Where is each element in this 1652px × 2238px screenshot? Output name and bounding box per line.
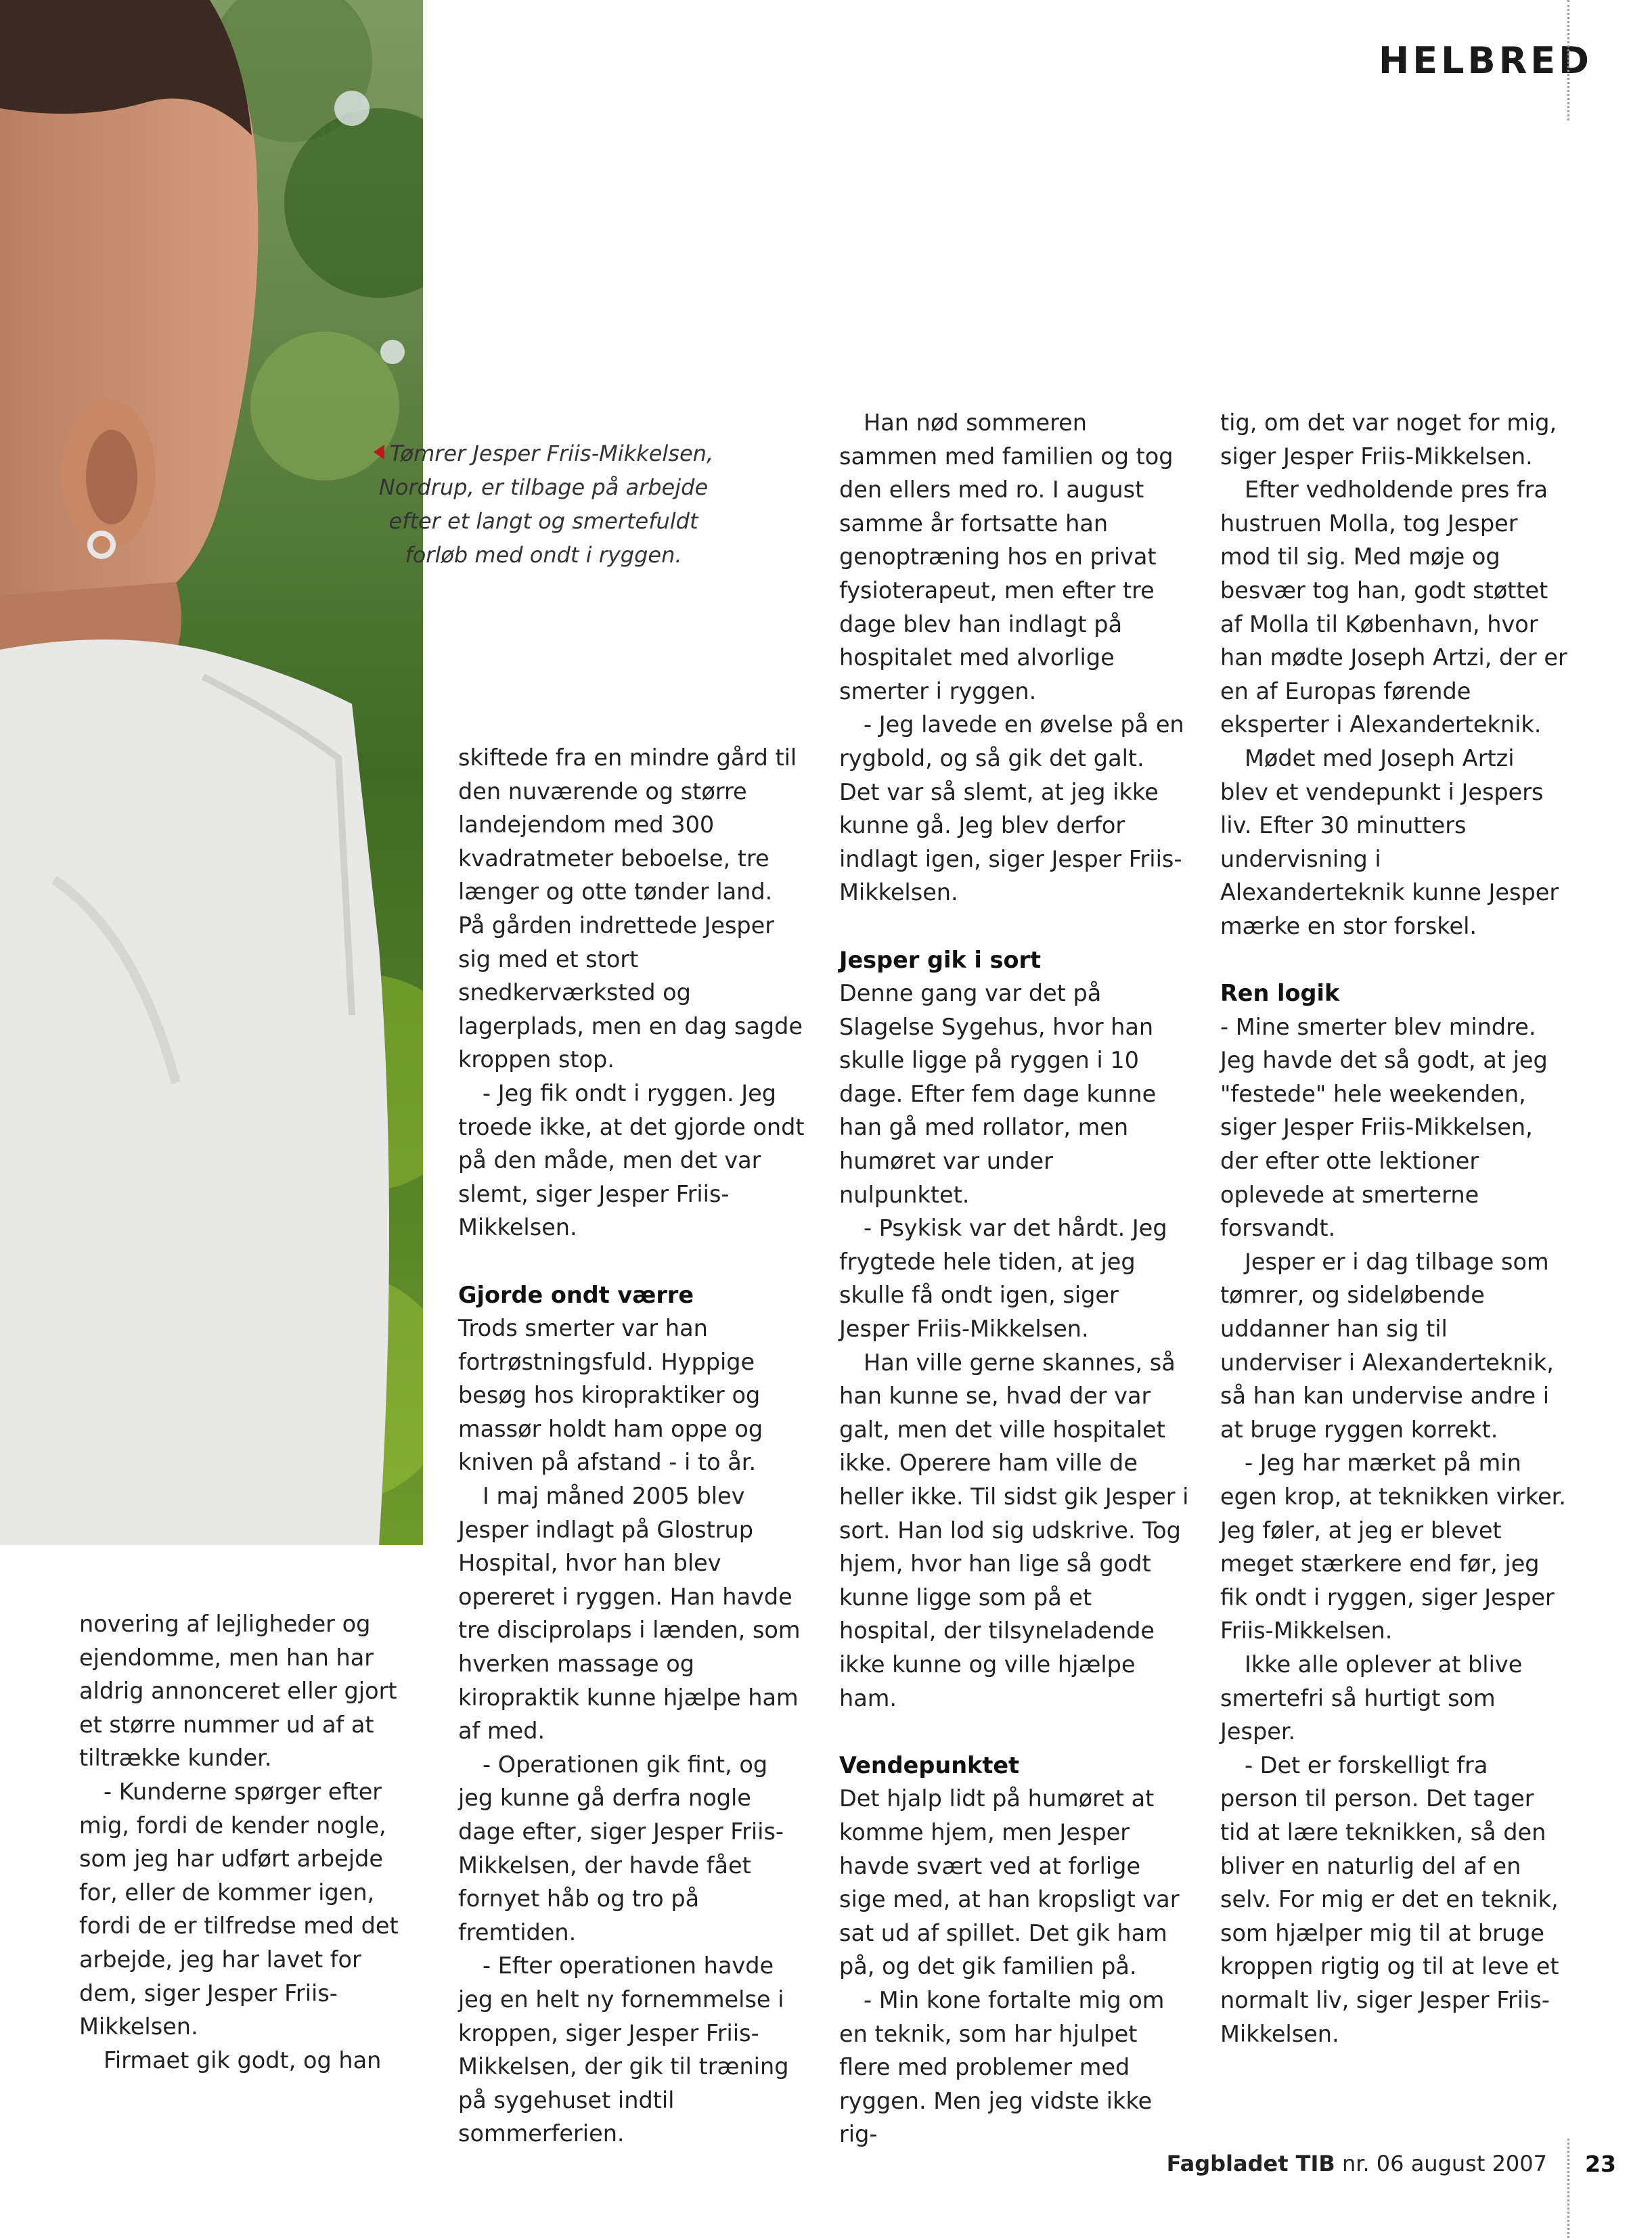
photo-caption xyxy=(371,437,716,572)
column-2 xyxy=(458,741,805,2151)
paragraph: - Min kone fortalte mig om en teknik, som har hjulpet flere med problemer med ryggen. Men jeg vidste ikke rig- xyxy=(839,1986,1165,2148)
paragraph: Han nød sommeren sammen med familien og tog den ellers med ro. I august samme år fortsatte han genoptræning hos en privat fysioterapeut, men efter tre dage blev han indlagt på hospitalet med alvorlige smerter i ryggen. xyxy=(839,409,1174,704)
paragraph: Denne gang var det på Slagelse Sygehus, hvor han skulle ligge på ryggen i 10 dage. Efter fem dage kunne han gå med rollator, men humøret var under nulpunktet. xyxy=(839,980,1157,1208)
paragraph: novering af lejligheder og ejendomme, men han har aldrig annonceret eller gjort et større nummer ud af at tiltrække kunder. xyxy=(79,1611,397,1772)
paragraph: - Kunderne spørger efter mig, fordi de kender nogle, som jeg har udført arbejde for, eller de kommer igen, fordi de er tilfredse med det arbejde, jeg har lavet for dem, siger Jesper Friis-Mikkelsen. xyxy=(79,1778,399,2040)
caption-arrow-icon xyxy=(374,445,384,460)
paragraph: - Psykisk var det hårdt. Jeg frygtede hele tiden, at jeg skulle få ondt igen, siger Jesper Friis-Mikkelsen. xyxy=(839,1215,1167,1343)
footer xyxy=(1167,2151,1547,2176)
section-label: HELBRED xyxy=(1379,39,1592,82)
paragraph: Efter vedholdende pres fra hustruen Molla, tog Jesper mod til sig. Med møje og besvær tog han, godt støttet af Molla til København, hvor han mødte Joseph Artzi, der er en af Europas førende eksperter i Alexanderteknik. xyxy=(1220,476,1567,738)
column-1 xyxy=(79,1607,424,2077)
paragraph: Han ville gerne skannes, så han kunne se, hvad der var galt, men det ville hospitalet ikke. Operere ham ville de heller ikke. Til sidst gik Jesper i sort. Han lod sig udskrive. Tog hjem, hvor han lige så godt kunne ligge som på et hospital, der tilsyneladende ikke kunne og ville hjælpe ham. xyxy=(839,1349,1189,1711)
subheading: Jesper gik i sort xyxy=(839,946,1042,973)
paragraph: - Jeg fik ondt i ryggen. Jeg troede ikke, at det gjorde ondt på den måde, men det var slemt, siger Jesper Friis-Mikkelsen. xyxy=(458,1079,805,1241)
paragraph: - Jeg har mærket på min egen krop, at teknikken virker. Jeg føler, at jeg er blevet meget stærkere end før, jeg fik ondt i ryggen, siger Jesper Friis-Mikkelsen. xyxy=(1220,1450,1567,1644)
issue-info: nr. 06 august 2007 xyxy=(1341,2151,1547,2176)
paragraph: Mødet med Joseph Artzi blev et vendepunkt i Jespers liv. Efter 30 minutters undervisning i Alexanderteknik kunne Jesper mærke en stor forskel. xyxy=(1220,744,1559,939)
column-3 xyxy=(839,406,1190,2151)
paragraph: Det hjalp lidt på humøret at komme hjem, men Jesper havde svært ved at forlige sige med, at han kropsligt var sat ud af spillet. Det gik ham på, og det gik familien på. xyxy=(839,1785,1180,1980)
caption-text: Tømrer Jesper Friis-Mikkelsen, Nordrup, er tilbage på arbejde efter et langt og smertefuldt forløb med ondt i ryggen. xyxy=(378,441,714,568)
subheading: Vendepunktet xyxy=(839,1751,1020,1778)
subheading: Gjorde ondt værre xyxy=(458,1281,694,1308)
dotted-rule-top xyxy=(1567,0,1569,120)
page-number: 23 xyxy=(1585,2151,1616,2177)
dotted-rule-bottom xyxy=(1567,2139,1569,2238)
paragraph: Ikke alle oplever at blive smertefri så hurtigt som Jesper. xyxy=(1220,1651,1523,1745)
paragraph: Jesper er i dag tilbage som tømrer, og sideløbende uddanner han sig til underviser i Alexanderteknik, så han kan undervise andre i at bruge ryggen korrekt. xyxy=(1220,1248,1554,1443)
paragraph: - Operationen gik fint, og jeg kunne gå derfra nogle dage efter, siger Jesper Friis-Mikkelsen, der havde fået fornyet håb og tro på fremtiden. xyxy=(458,1751,784,1946)
paragraph: Firmaet gik godt, og han xyxy=(104,2046,382,2074)
paragraph: skiftede fra en mindre gård til den nuværende og større landejendom med 300 kvadratmeter beboelse, tre længer og otte tønder land. På gården indrettede Jesper sig med et stort snedkerværksted og lagerplads, men en dag sagde kroppen stop. xyxy=(458,744,803,1073)
paragraph: I maj måned 2005 blev Jesper indlagt på Glostrup Hospital, hvor han blev opereret i ryggen. Han havde tre disciprolaps i lænden, som hverken massage og kiropraktik kunne hjælpe ham af med. xyxy=(458,1483,801,1745)
paragraph: tig, om det var noget for mig, siger Jesper Friis-Mikkelsen. xyxy=(1220,409,1557,470)
paragraph: - Efter operationen havde jeg en helt ny fornemmelse i kroppen, siger Jesper Friis-Mikkelsen, der gik til træning på sygehuset indtil sommerferien. xyxy=(458,1952,789,2147)
paragraph: - Mine smerter blev mindre. Jeg havde det så godt, at jeg "festede" hele weekenden, siger Jesper Friis-Mikkelsen, der efter otte lektioner oplevede at smerterne forsvandt. xyxy=(1220,1013,1548,1242)
paragraph: Trods smerter var han fortrøstningsfuld. Hyppige besøg hos kiropraktiker og massør holdt ham oppe og kniven på afstand - i to år. xyxy=(458,1315,763,1476)
article-photo xyxy=(0,0,423,1545)
photo-illustration xyxy=(0,0,423,1545)
column-4 xyxy=(1220,406,1569,2051)
magazine-name: Fagbladet TIB xyxy=(1166,2151,1335,2176)
paragraph: - Det er forskelligt fra person til person. Det tager tid at lære teknikken, så den bliver en naturlig del af en selv. For mig er det en teknik, som hjælper mig til at bruge kroppen rigtig og til at leve et normalt liv, siger Jesper Friis-Mikkelsen. xyxy=(1220,1751,1559,2047)
subheading: Ren logik xyxy=(1220,980,1340,1007)
paragraph: - Jeg lavede en øvelse på en rygbold, og så gik det galt. Det var så slemt, at jeg ikke kunne gå. Jeg blev derfor indlagt igen, siger Jesper Friis-Mikkelsen. xyxy=(839,711,1184,906)
